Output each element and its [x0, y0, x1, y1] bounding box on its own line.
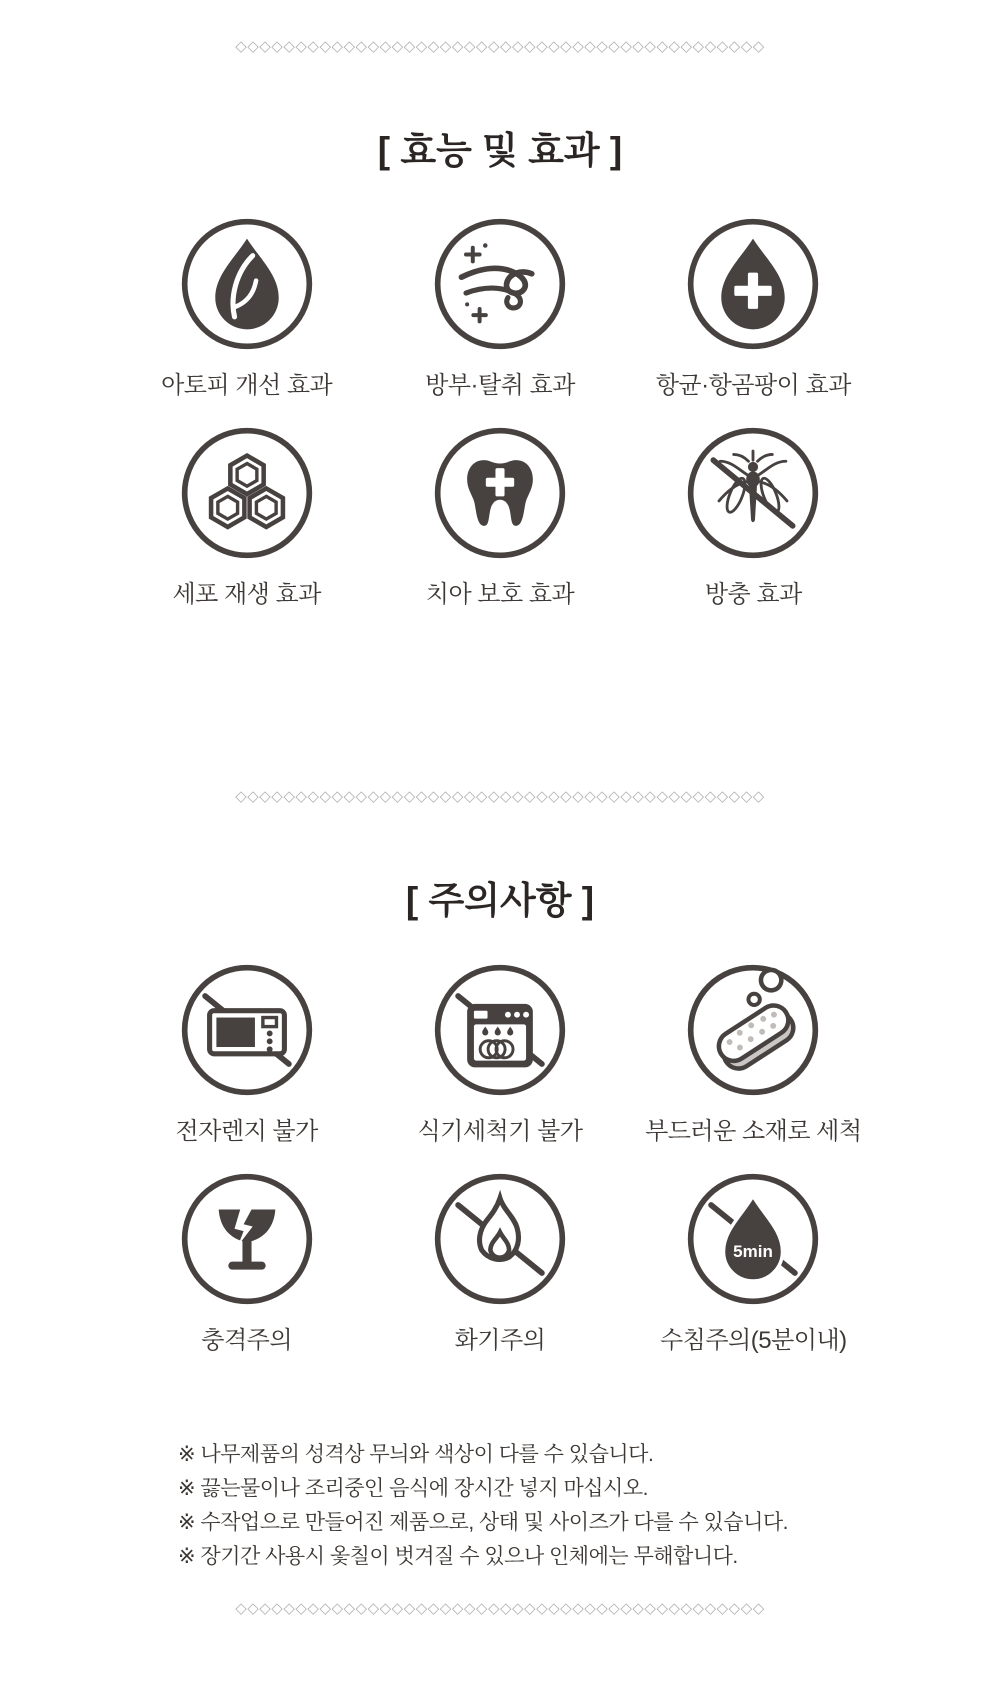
no-mosquito-icon	[685, 425, 821, 561]
caution-label: 화기주의	[454, 1327, 546, 1354]
effect-label: 세포 재생 효과	[172, 581, 321, 608]
caution-label: 전자렌지 불가	[175, 1118, 318, 1145]
caution-label: 수침주의(5분이내)	[660, 1327, 847, 1354]
effect-item	[627, 425, 880, 610]
wind-deodorize-icon	[432, 216, 568, 352]
diamond-divider-top: ◇◇◇◇◇◇◇◇◇◇◇◇◇◇◇◇◇◇◇◇◇◇◇◇◇◇◇◇◇◇◇◇◇◇◇◇◇◇◇◇◇◇◇◇	[235, 38, 765, 54]
caution-item	[627, 962, 880, 1147]
note-line: ※ 수작업으로 만들어진 제품으로, 상태 및 사이즈가 다를 수 있습니다.	[178, 1511, 788, 1534]
caution-item	[120, 962, 373, 1147]
no-fire-icon	[432, 1171, 568, 1307]
cautions-section-title: [ 주의사항 ]	[405, 880, 595, 921]
no-dishwasher-icon	[432, 962, 568, 1098]
effect-item	[120, 216, 373, 401]
effect-label: 아토피 개선 효과	[161, 372, 333, 399]
diamond-divider-bottom: ◇◇◇◇◇◇◇◇◇◇◇◇◇◇◇◇◇◇◇◇◇◇◇◇◇◇◇◇◇◇◇◇◇◇◇◇◇◇◇◇◇◇◇◇	[235, 1600, 765, 1616]
caution-item	[627, 1171, 880, 1356]
broken-glass-icon	[179, 1171, 315, 1307]
effect-item	[373, 425, 626, 610]
effects-grid	[120, 216, 880, 656]
note-line: ※ 장기간 사용시 옻칠이 벗겨질 수 있으나 인체에는 무해합니다.	[178, 1545, 738, 1568]
caution-notes	[178, 1438, 1000, 1574]
caution-label: 식기세척기 불가	[417, 1118, 583, 1145]
sponge-icon	[685, 962, 821, 1098]
note-line: ※ 끓는물이나 조리중인 음식에 장시간 넣지 마십시오.	[178, 1477, 648, 1500]
tooth-cross-icon	[432, 425, 568, 561]
note-line: ※ 나무제품의 성격상 무늬와 색상이 다를 수 있습니다.	[178, 1443, 654, 1466]
drop-cross-icon	[685, 216, 821, 352]
caution-label: 부드러운 소재로 세척	[645, 1118, 862, 1145]
effect-item	[373, 216, 626, 401]
no-microwave-icon	[179, 962, 315, 1098]
hexagon-cells-icon	[179, 425, 315, 561]
effect-item	[627, 216, 880, 401]
effect-label: 방충 효과	[704, 581, 802, 608]
effects-section-title: [ 효능 및 효과 ]	[377, 130, 623, 171]
effect-label: 치아 보호 효과	[425, 581, 575, 608]
drop-leaf-icon	[179, 216, 315, 352]
caution-item	[373, 1171, 626, 1356]
effect-label: 항균·항곰팡이 효과	[655, 372, 851, 399]
cautions-grid	[120, 962, 880, 1402]
caution-item	[373, 962, 626, 1147]
effect-label: 방부·탈취 효과	[425, 372, 575, 399]
diamond-divider-middle: ◇◇◇◇◇◇◇◇◇◇◇◇◇◇◇◇◇◇◇◇◇◇◇◇◇◇◇◇◇◇◇◇◇◇◇◇◇◇◇◇◇◇◇◇	[235, 788, 765, 804]
caution-label: 충격주의	[201, 1327, 293, 1354]
no-soak-5min-icon	[685, 1171, 821, 1307]
effect-item	[120, 425, 373, 610]
caution-item	[120, 1171, 373, 1356]
soak-time-badge: 5min	[733, 1242, 774, 1262]
